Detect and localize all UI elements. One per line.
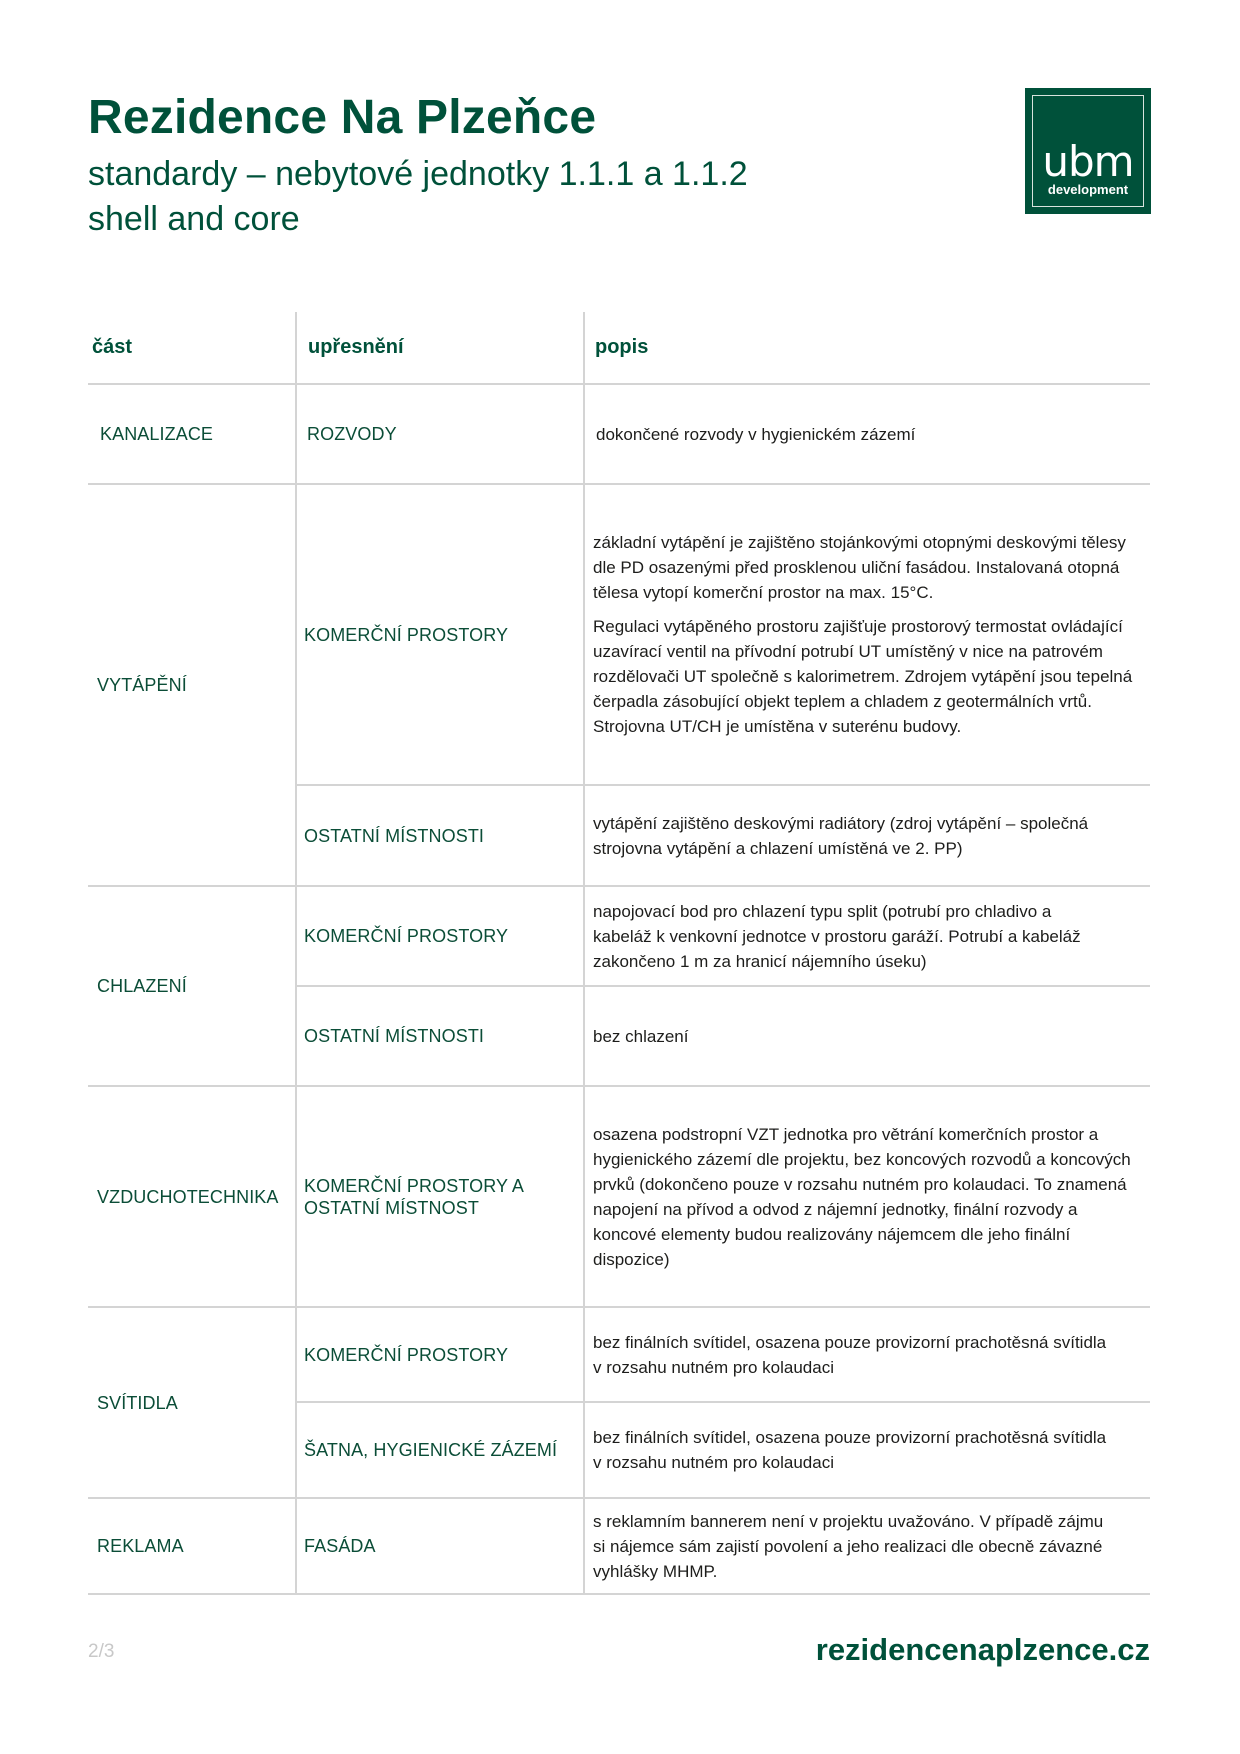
description-cell xyxy=(593,786,1093,885)
spec-cell: OSTATNÍ MÍSTNOSTI xyxy=(304,825,485,846)
description-cell xyxy=(593,987,1113,1085)
column-header-spec: upřesnění xyxy=(308,336,404,358)
spec-cell: FASÁDA xyxy=(304,1536,376,1556)
part-cell: VYTÁPĚNÍ xyxy=(97,675,187,695)
description-text: dokončené rozvody v hygienickém zázemí xyxy=(596,424,916,444)
description-cell xyxy=(593,1087,1145,1306)
subtitle-line-1: standardy – nebytové jednotky 1.1.1 a 1.1.2 xyxy=(88,155,748,193)
part-cell: VZDUCHOTECHNIKA xyxy=(97,1186,279,1207)
subtitle-line-2: shell and core xyxy=(88,200,300,238)
description-cell xyxy=(593,1308,1113,1401)
row-divider xyxy=(88,1593,1150,1595)
description-text: osazena podstropní VZT jednotka pro větrání komerčních prostor a hygienického zázemí dle projektu, bez koncových rozvodů a koncových prvků (dokončeno pouze v rozsahu nutném pro kolaudaci. To znamená napojení na přívod a odvod z nájemní jednotky, finální rozvody a koncové elementy budou realizovány nájemcem dle jeho finální dispozice) xyxy=(593,1124,1131,1269)
part-cell: CHLAZENÍ xyxy=(97,976,187,996)
logo-mark: ubm xyxy=(1042,137,1134,186)
part-cell: SVÍTIDLA xyxy=(97,1392,178,1413)
column-header-part: část xyxy=(92,336,133,358)
column-header-description: popis xyxy=(595,336,649,358)
spec-cell: ROZVODY xyxy=(307,424,397,444)
description-cell xyxy=(593,887,1113,985)
spec-cell: KOMERČNÍ PROSTORY A OSTATNÍ MÍSTNOST xyxy=(304,1175,523,1218)
spec-cell: ŠATNA, HYGIENICKÉ ZÁZEMÍ xyxy=(304,1440,558,1460)
description-cell xyxy=(593,485,1145,784)
spec-cell: KOMERČNÍ PROSTORY xyxy=(304,926,509,946)
description-cell xyxy=(593,1403,1113,1497)
description-text: základní vytápění je zajištěno stojánkovými otopnými deskovými tělesy dle PD osazenými před prosklenou uliční fasádou. Instalovaná otopná tělesa vytopí komerční prostor na max. 15°C. xyxy=(593,533,1126,602)
part-cell: REKLAMA xyxy=(97,1536,184,1556)
description-text: bez finálních svítidel, osazena pouze provizorní prachotěsná svítidla v rozsahu nutném pro kolaudaci xyxy=(593,1428,1107,1472)
description-text: napojovací bod pro chlazení typu split (potrubí pro chladivo a kabeláž k venkovní jednotce v prostoru garáží. Potrubí a kabeláž zakončeno 1 m za hranicí nájemního úseku) xyxy=(593,901,1081,971)
ubm-development-logo xyxy=(1025,88,1151,214)
logo-subtext: development xyxy=(1047,182,1129,197)
description-text: s reklamním bannerem není v projektu uvažováno. V případě zájmu si nájemce sám zajistí povolení a jeho realizaci dle obecně závazné vyhlášky MHMP. xyxy=(593,1511,1104,1581)
spec-cell: KOMERČNÍ PROSTORY xyxy=(304,624,509,645)
description-text: bez finálních svítidel, osazena pouze provizorní prachotěsná svítidla v rozsahu nutném pro kolaudaci xyxy=(593,1332,1107,1377)
page-number: 2/3 xyxy=(88,1641,115,1662)
description-cell xyxy=(593,1499,1118,1593)
description-text: vytápění zajištěno deskovými radiátory (zdroj vytápění – společná strojovna vytápění a chlazení umístěná ve 2. PP) xyxy=(593,813,1089,858)
spec-cell: OSTATNÍ MÍSTNOSTI xyxy=(304,1026,485,1046)
description-text: bez chlazení xyxy=(593,1026,689,1046)
description-cell xyxy=(596,385,1146,483)
document-title: Rezidence Na Plzeňce xyxy=(88,91,597,144)
document-subtitle xyxy=(88,152,748,242)
part-cell: KANALIZACE xyxy=(100,424,214,444)
description-text: Regulaci vytápěného prostoru zajišťuje prostorový termostat ovládající uzavírací ventil na přívodní potrubí UT umístěný v nice na patrovém rozdělovači UT společně s kalorimetrem. Zdrojem vytápění jsou tepelná čerpadla zásobující objekt teplem a chladem z geotermálních vrtů. Strojovna UT/CH je umístěna v suterénu budovy. xyxy=(593,617,1133,736)
website-link[interactable]: rezidencenaplzence.cz xyxy=(815,1632,1150,1667)
spec-cell: KOMERČNÍ PROSTORY xyxy=(304,1344,509,1365)
